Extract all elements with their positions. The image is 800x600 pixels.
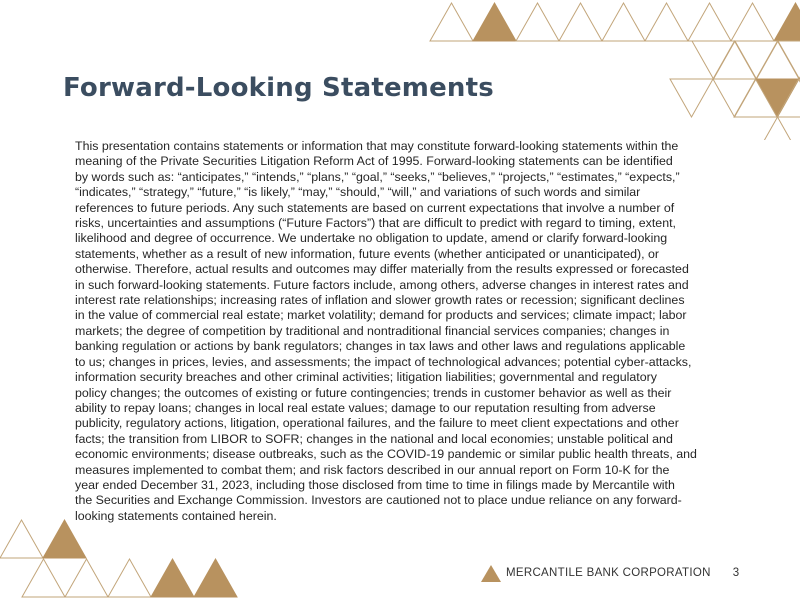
body-text-line: looking statements contained herein. — [75, 508, 277, 523]
body-text-line: the Securities and Exchange Commission. Investors are cautioned not to place undue reliance on any forward- — [75, 493, 682, 508]
outline-triangle — [756, 41, 799, 79]
body-text-line: in such forward-looking statements. Future factors include, among others, adverse changes in interest rates and — [75, 277, 689, 292]
outline-triangle — [430, 3, 473, 41]
triangle-pattern-top-right — [0, 0, 800, 140]
body-text-line: markets; the degree of competition by traditional and nontraditional financial services companies; changes in — [75, 323, 670, 338]
company-logo-triangle-icon — [481, 565, 501, 582]
body-text-line: likelihood and degree of occurrence. We undertake no obligation to update, amend or clarify forward-looking — [75, 231, 668, 246]
body-text-line: references to future periods. Any such statements are based on current expectations that involve a number of — [75, 200, 675, 215]
body-text-line: “indicates,” “strategy,” “future,” “is likely,” “may,” “should,” “will,” and variations of such words and similar — [75, 185, 641, 200]
body-text-line: risks, uncertainties and assumptions (“Future Factors”) that are difficult to predict with regard to timing, extent, — [75, 216, 676, 231]
outline-triangle — [713, 79, 756, 117]
body-text-line: facts; the transition from LIBOR to SOFR; changes in the national and local economies; unstable political and — [75, 431, 673, 446]
body-text-line: measures implemented to combat them; and risk factors described in our annual report on Form 10-K for the — [75, 462, 670, 477]
outline-triangle — [65, 559, 108, 597]
outline-triangle — [0, 520, 43, 558]
body-text-line: policy changes; the outcomes of existing or future contingencies; trends in customer behavior as well as their — [75, 385, 672, 400]
outline-triangle — [108, 559, 151, 597]
outline-triangle — [713, 41, 756, 79]
body-text-line: interest rate relationships; increasing rates of inflation and slower growth rates or recession; significant declines — [75, 293, 685, 308]
forward-looking-statement-text — [75, 139, 735, 524]
page-number: 3 — [732, 567, 740, 579]
company-name: MERCANTILE BANK CORPORATION — [506, 567, 711, 579]
body-text-line: publicity, regulatory actions, litigation, operational failures, and the failure to meet client expectations and other — [75, 416, 679, 431]
outline-triangle — [731, 3, 774, 41]
footer — [481, 563, 739, 583]
body-text-line: by words such as: “anticipates,” “intends,” “plans,” “goal,” “seeks,” “believes,” “projects,” “estimates,” “expects,” — [75, 169, 680, 184]
filled-triangle — [756, 79, 799, 117]
body-text-line: statements, whether as a result of new information, future events (whether anticipated or unanticipated), or — [75, 246, 660, 261]
body-text-line: banking regulation or actions by bank regulators; changes in tax laws and other laws and regulations applicable — [75, 339, 686, 354]
body-text-line: ability to repay loans; changes in local real estate values; damage to our reputation resulting from adverse — [75, 400, 656, 415]
outline-triangle — [645, 3, 688, 41]
body-text-line: to us; changes in prices, levies, and assessments; the impact of technological advances; potential cyber-attacks, — [75, 354, 692, 369]
filled-triangle — [473, 3, 516, 41]
filled-triangle — [194, 559, 237, 597]
body-text-line: This presentation contains statements or information that may constitute forward-looking statements within the — [75, 139, 679, 153]
filled-triangle — [774, 3, 800, 41]
body-text-line: economic environments; disease outbreaks, such as the COVID-19 pandemic or similar public health threats, and — [75, 447, 697, 462]
body-text-line: year ended December 31, 2023, including those disclosed from time to time in filings made by Mercantile with — [75, 477, 675, 492]
body-text-line: otherwise. Therefore, actual results and outcomes may differ materially from the results expressed or forecasted — [75, 262, 689, 277]
filled-triangle — [151, 559, 194, 597]
outline-triangle — [756, 117, 799, 140]
outline-triangle — [688, 3, 731, 41]
outline-triangle — [602, 3, 645, 41]
outline-triangle — [516, 3, 559, 41]
outline-triangle — [22, 559, 65, 597]
body-text-line: information security breaches and other criminal activities; litigation liabilities; governmental and regulatory — [75, 370, 657, 385]
outline-triangle — [670, 79, 713, 117]
outline-triangle — [692, 41, 735, 79]
page-title: Forward-Looking Statements — [63, 73, 494, 103]
outline-triangle — [559, 3, 602, 41]
outline-triangle — [778, 41, 800, 79]
body-text-line: in the value of commercial real estate; market volatility; demand for products and services; climate impact; labor — [75, 308, 687, 323]
body-text-line: meaning of the Private Securities Litigation Reform Act of 1995. Forward-looking statements can be identified — [75, 154, 673, 169]
outline-triangle — [735, 41, 778, 79]
filled-triangle — [43, 520, 86, 558]
